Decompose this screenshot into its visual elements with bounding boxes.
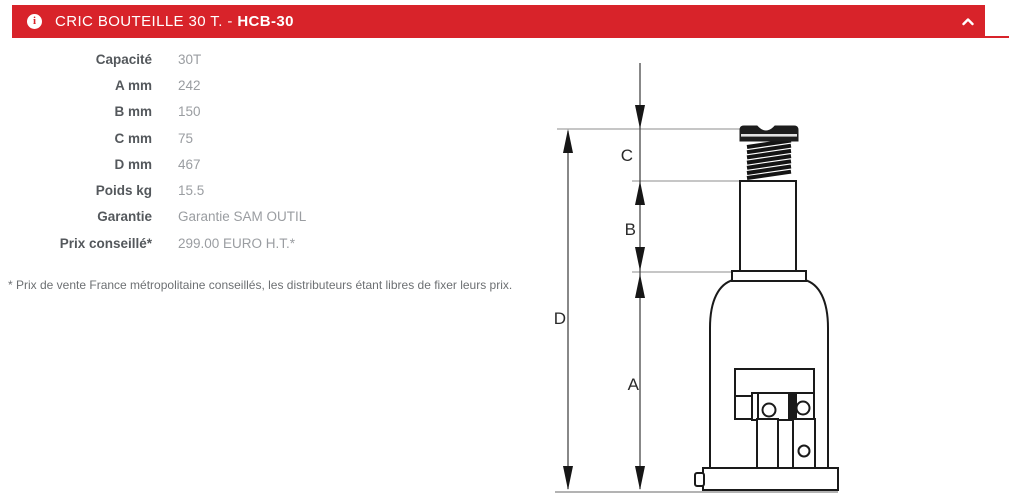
- spec-value: 30T: [178, 51, 202, 67]
- product-title-model: HCB-30: [237, 13, 294, 30]
- dim-label-d: D: [553, 309, 566, 328]
- dim-label-a: A: [627, 375, 639, 394]
- spec-value: 242: [178, 77, 201, 93]
- spec-label: Prix conseillé*: [59, 235, 152, 251]
- pump-leg-left: [757, 419, 778, 468]
- spec-value: 467: [178, 156, 201, 172]
- spec-value: 299.00 EURO H.T.*: [178, 235, 296, 251]
- spec-label: D mm: [114, 156, 152, 172]
- jack-saddle: [740, 126, 798, 141]
- price-footnote: * Prix de vente France métropolitaine conseillés, les distributeurs étant libres de fixer leurs prix.: [8, 278, 513, 292]
- pump-link-hole: [799, 446, 810, 457]
- spec-label: B mm: [114, 104, 152, 120]
- spec-label: Garantie: [97, 209, 152, 225]
- dim-label-b: B: [624, 220, 636, 239]
- spec-label: Capacité: [95, 51, 152, 67]
- spec-value: 75: [178, 130, 194, 146]
- spec-label: Poids kg: [95, 183, 152, 199]
- dim-label-c: C: [620, 146, 633, 165]
- info-icon: i: [27, 14, 42, 29]
- spec-value: 150: [178, 104, 201, 120]
- jack-base: [703, 468, 838, 490]
- dimension-lines: [568, 63, 640, 489]
- release-valve: [695, 473, 704, 486]
- spec-label: A mm: [114, 77, 152, 93]
- pump-pivot-hole-left: [763, 404, 776, 417]
- spec-label: C mm: [114, 130, 152, 146]
- pump-pivot-hole-right: [797, 402, 810, 415]
- jack-collar: [732, 271, 806, 281]
- pump-leg-right: [793, 419, 815, 468]
- spec-value: 15.5: [178, 183, 205, 199]
- jack-ram: [740, 181, 796, 271]
- product-title-text: CRIC BOUTEILLE 30 T. -: [55, 13, 238, 30]
- dimension-labels: [554, 146, 640, 394]
- spec-value: Garantie SAM OUTIL: [178, 209, 307, 225]
- jack-screw-threads: [747, 141, 791, 179]
